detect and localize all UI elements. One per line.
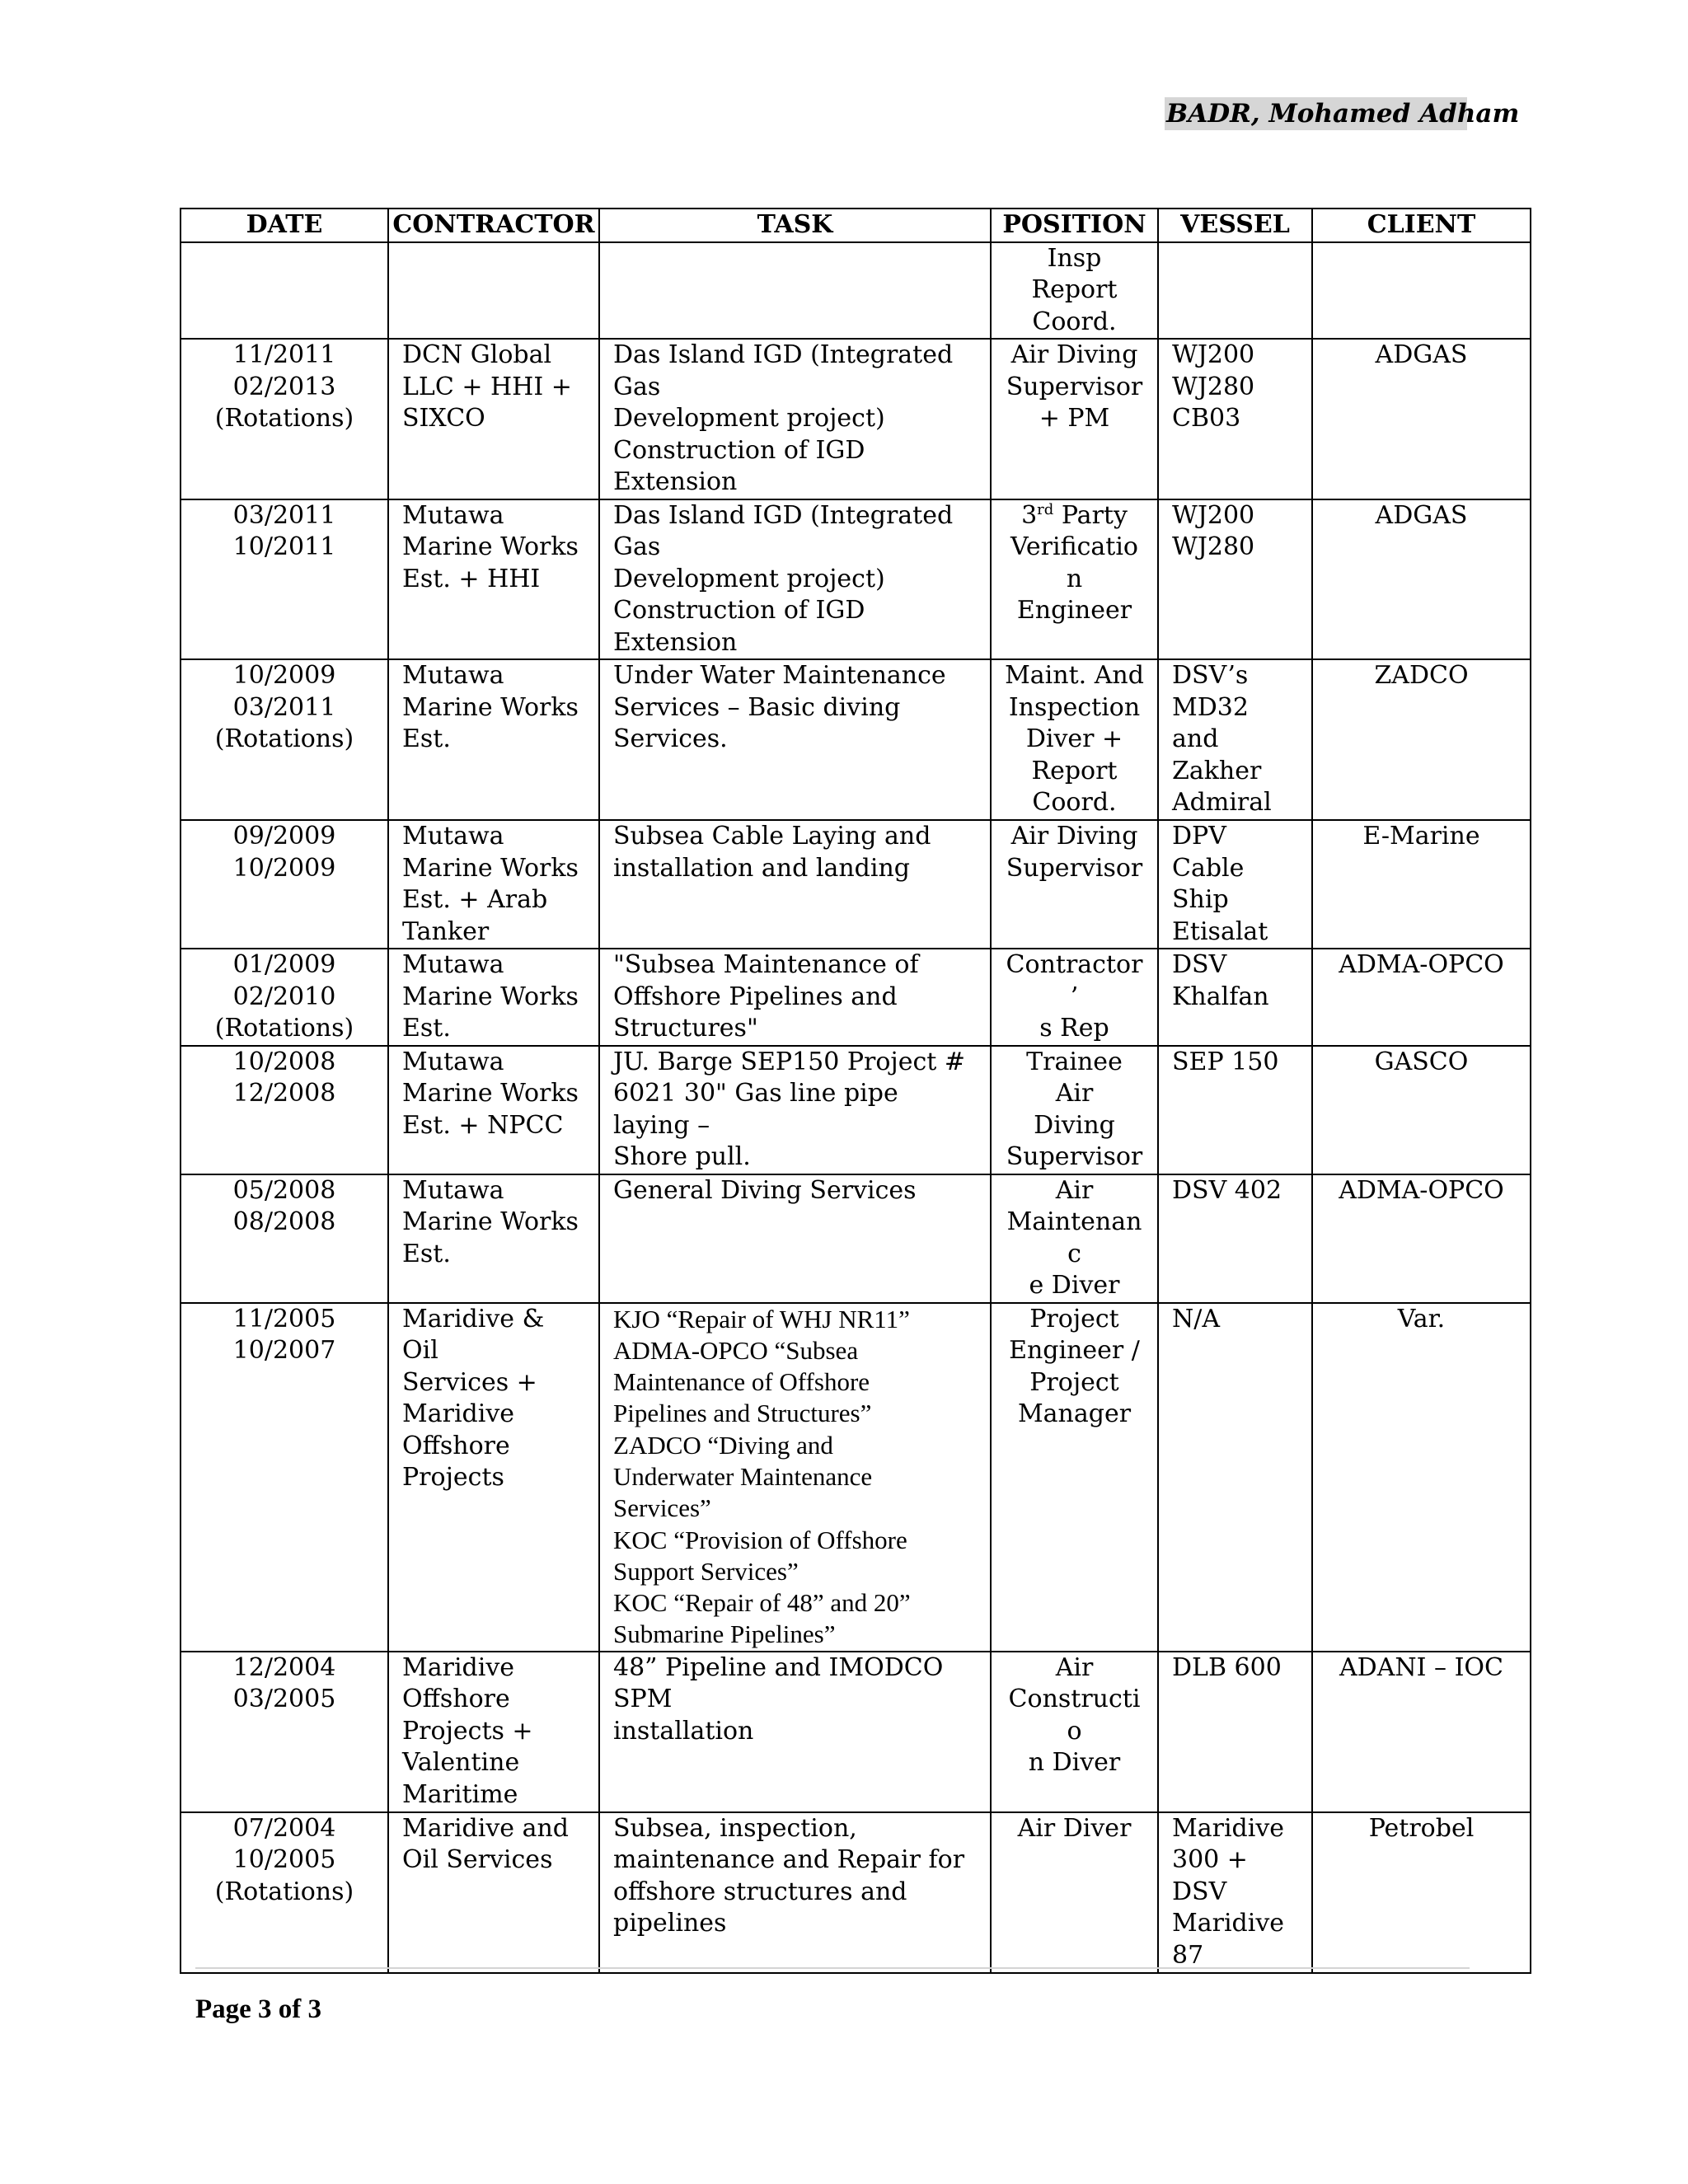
date-line: 02/2013 bbox=[232, 372, 336, 401]
vessel-line: Khalfan bbox=[1172, 982, 1269, 1011]
task-line: Maintenance of Offshore bbox=[613, 1367, 870, 1397]
contractor-cell bbox=[388, 1812, 599, 1973]
position-line: Air Diving bbox=[1010, 822, 1138, 851]
client-cell: GASCO bbox=[1312, 1046, 1531, 1174]
task-line: Support Services” bbox=[613, 1556, 799, 1586]
date-cell bbox=[181, 1303, 388, 1652]
client-cell: ADANI – IOC bbox=[1312, 1652, 1531, 1812]
vessel-cell bbox=[1158, 1303, 1312, 1652]
position-cell bbox=[991, 949, 1158, 1046]
date-line: (Rotations) bbox=[214, 404, 354, 433]
contractor-line: Mutawa bbox=[402, 1175, 504, 1205]
date-line: 12/2004 bbox=[232, 1652, 336, 1682]
task-cell bbox=[599, 1652, 991, 1812]
task-line: Under Water Maintenance bbox=[613, 661, 946, 690]
vessel-cell bbox=[1158, 1046, 1312, 1174]
position-cell bbox=[991, 499, 1158, 660]
contractor-line: Marine Works bbox=[402, 853, 579, 883]
date-line: 11/2005 bbox=[232, 1304, 336, 1333]
task-cell bbox=[599, 242, 991, 340]
vessel-line: Maridive bbox=[1172, 1909, 1285, 1938]
contractor-cell bbox=[388, 242, 599, 340]
contractor-line: Valentine bbox=[402, 1748, 520, 1778]
task-line: Das Island IGD (Integrated Gas bbox=[613, 500, 954, 561]
vessel-line: WJ280 bbox=[1172, 372, 1255, 401]
position-cell bbox=[991, 1303, 1158, 1652]
vessel-line: 300 + bbox=[1172, 1845, 1248, 1875]
date-line: 09/2009 bbox=[232, 822, 336, 851]
task-cell bbox=[599, 659, 991, 820]
contractor-cell bbox=[388, 1652, 599, 1812]
contractor-cell bbox=[388, 949, 599, 1046]
task-line: Services” bbox=[613, 1493, 711, 1523]
contractor-line: Mutawa bbox=[402, 950, 504, 979]
position-line: n Diver bbox=[1028, 1748, 1121, 1778]
position-line: Coord. bbox=[1032, 788, 1117, 817]
task-cell bbox=[599, 499, 991, 660]
contractor-line: Services + bbox=[402, 1367, 537, 1397]
position-line: Diver + bbox=[1025, 724, 1123, 753]
position-line: s Rep bbox=[1039, 1014, 1109, 1043]
contractor-line: Marine Works bbox=[402, 692, 579, 722]
position-line: Air bbox=[1055, 1652, 1094, 1682]
column-header-vessel: VESSEL bbox=[1158, 209, 1312, 242]
contractor-line: Marine Works bbox=[402, 1079, 579, 1108]
position-line: Inspection bbox=[1008, 692, 1141, 722]
position-cell bbox=[991, 1652, 1158, 1812]
contractor-line: Projects + bbox=[402, 1716, 533, 1746]
position-cell bbox=[991, 659, 1158, 820]
position-line: Coord. bbox=[1032, 307, 1117, 336]
position-first-rest: Party bbox=[1053, 500, 1128, 530]
task-line: Pipelines and Structures” bbox=[613, 1399, 872, 1428]
task-line: "Subsea Maintenance of bbox=[613, 950, 919, 979]
vessel-line: Maridive bbox=[1172, 1813, 1285, 1843]
client-cell: Petrobel bbox=[1312, 1812, 1531, 1973]
task-cell bbox=[599, 1303, 991, 1652]
column-header-position: POSITION bbox=[991, 209, 1158, 242]
task-line: Submarine Pipelines” bbox=[613, 1619, 836, 1649]
position-line: Supervisor bbox=[1006, 1142, 1143, 1171]
date-cell bbox=[181, 949, 388, 1046]
date-line: 05/2008 bbox=[232, 1175, 336, 1205]
task-line: KOC “Repair of 48” and 20” bbox=[613, 1588, 911, 1618]
date-cell bbox=[181, 339, 388, 499]
task-line: 48” Pipeline and IMODCO SPM bbox=[613, 1652, 944, 1714]
contractor-cell bbox=[388, 1046, 599, 1174]
date-cell bbox=[181, 659, 388, 820]
column-header-client: CLIENT bbox=[1312, 209, 1531, 242]
table-row bbox=[181, 242, 1531, 340]
position-line: Supervisor bbox=[1006, 853, 1143, 883]
task-line: 6021 30" Gas line pipe laying – bbox=[613, 1079, 898, 1140]
task-line: Subsea, inspection, bbox=[613, 1813, 857, 1843]
table-row bbox=[181, 820, 1531, 949]
contractor-line: Offshore bbox=[402, 1431, 510, 1460]
date-line: 10/2007 bbox=[232, 1336, 336, 1365]
position-line: Insp Report bbox=[1031, 243, 1118, 304]
table-row bbox=[181, 1812, 1531, 1973]
contractor-line: Maridive and bbox=[402, 1813, 569, 1843]
task-line: Development project) bbox=[613, 564, 885, 593]
contractor-line: Oil Services bbox=[402, 1845, 553, 1875]
contractor-line: Est. bbox=[402, 724, 451, 753]
contractor-line: Offshore bbox=[402, 1685, 510, 1714]
client-cell: ZADCO bbox=[1312, 659, 1531, 820]
vessel-line: DSV’s bbox=[1172, 661, 1249, 690]
position-line: Air Diver bbox=[1017, 1813, 1132, 1843]
position-line: Verification bbox=[1010, 532, 1138, 593]
vessel-line: WJ200 bbox=[1172, 340, 1255, 369]
client-cell: ADMA-OPCO bbox=[1312, 949, 1531, 1046]
contractor-line: DCN Global bbox=[402, 340, 552, 369]
table-row bbox=[181, 1046, 1531, 1174]
date-cell bbox=[181, 1652, 388, 1812]
date-line: (Rotations) bbox=[214, 724, 354, 753]
task-line: Offshore Pipelines and bbox=[613, 982, 898, 1011]
table-row bbox=[181, 949, 1531, 1046]
contractor-line: Maridive bbox=[402, 1399, 515, 1428]
position-line: Contractor’ bbox=[1006, 950, 1143, 1011]
position-line: Supervisor bbox=[1006, 372, 1143, 401]
position-line: Air bbox=[1055, 1175, 1094, 1205]
experience-table bbox=[180, 208, 1531, 1974]
date-line: 12/2008 bbox=[232, 1079, 336, 1108]
date-cell bbox=[181, 242, 388, 340]
date-line: 11/2011 bbox=[232, 340, 336, 369]
vessel-line: WJ280 bbox=[1172, 532, 1255, 561]
contractor-line: Mutawa bbox=[402, 822, 504, 851]
vessel-cell bbox=[1158, 820, 1312, 949]
position-line: Air Diving bbox=[1010, 340, 1138, 369]
task-cell bbox=[599, 1174, 991, 1303]
position-line: Manager bbox=[1017, 1399, 1132, 1428]
vessel-line: MD32 and bbox=[1172, 692, 1249, 753]
position-line: Engineer bbox=[1016, 596, 1132, 625]
contractor-line: Marine Works bbox=[402, 1207, 579, 1236]
contractor-line: Est. bbox=[402, 1014, 451, 1043]
position-cell bbox=[991, 820, 1158, 949]
date-line: 10/2009 bbox=[232, 853, 336, 883]
contractor-line: LLC + HHI + bbox=[402, 372, 572, 401]
contractor-line: Est. bbox=[402, 1239, 451, 1268]
vessel-line: 87 bbox=[1172, 1940, 1204, 1970]
vessel-line: DPV Cable bbox=[1172, 822, 1245, 883]
task-line: Subsea Cable Laying and bbox=[613, 822, 931, 851]
table-row bbox=[181, 339, 1531, 499]
date-line: 10/2008 bbox=[232, 1047, 336, 1076]
page-number: Page 3 of 3 bbox=[195, 1994, 322, 2024]
position-line bbox=[1005, 500, 1144, 532]
task-line: Services. bbox=[613, 724, 728, 753]
task-line: installation and landing bbox=[613, 853, 910, 883]
task-line: JU. Barge SEP150 Project # bbox=[613, 1047, 966, 1076]
date-cell bbox=[181, 820, 388, 949]
position-line: Engineer / bbox=[1009, 1336, 1140, 1365]
contractor-line: Mutawa bbox=[402, 661, 504, 690]
position-line: Maintenanc bbox=[1006, 1207, 1142, 1268]
task-line: installation bbox=[613, 1716, 754, 1746]
column-header-date: DATE bbox=[181, 209, 388, 242]
task-line: ADMA-OPCO “Subsea bbox=[613, 1335, 859, 1365]
contractor-line: Est. + Arab bbox=[402, 885, 548, 914]
vessel-line: Ship bbox=[1172, 885, 1229, 914]
position-cell bbox=[991, 1812, 1158, 1973]
date-line: 01/2009 bbox=[232, 950, 336, 979]
position-line: Project bbox=[1029, 1304, 1119, 1333]
task-cell bbox=[599, 339, 991, 499]
task-line: offshore structures and bbox=[613, 1877, 907, 1906]
vessel-line: N/A bbox=[1172, 1304, 1221, 1333]
vessel-line: WJ200 bbox=[1172, 500, 1255, 530]
client-cell: ADGAS bbox=[1312, 499, 1531, 660]
vessel-line: DSV bbox=[1172, 1877, 1227, 1906]
task-line: maintenance and Repair for bbox=[613, 1845, 965, 1875]
table-row bbox=[181, 1174, 1531, 1303]
contractor-cell bbox=[388, 659, 599, 820]
position-line: Report bbox=[1031, 756, 1118, 785]
position-ordinal-suffix: rd bbox=[1037, 500, 1054, 518]
position-line: Project bbox=[1029, 1367, 1119, 1397]
date-cell bbox=[181, 1812, 388, 1973]
task-line: Shore pull. bbox=[613, 1142, 751, 1171]
task-cell bbox=[599, 1046, 991, 1174]
position-line: e Diver bbox=[1029, 1271, 1120, 1300]
client-cell: E-Marine bbox=[1312, 820, 1531, 949]
position-line: Constructio bbox=[1008, 1685, 1141, 1746]
client-cell: ADGAS bbox=[1312, 339, 1531, 499]
position-cell bbox=[991, 1174, 1158, 1303]
vessel-cell bbox=[1158, 339, 1312, 499]
date-line: (Rotations) bbox=[214, 1014, 354, 1043]
date-line: 07/2004 bbox=[232, 1813, 336, 1843]
date-line: (Rotations) bbox=[214, 1877, 354, 1906]
vessel-line: DSV bbox=[1172, 950, 1227, 979]
task-cell bbox=[599, 820, 991, 949]
position-cell bbox=[991, 1046, 1158, 1174]
date-cell bbox=[181, 499, 388, 660]
vessel-cell bbox=[1158, 499, 1312, 660]
vessel-cell bbox=[1158, 242, 1312, 340]
table-row bbox=[181, 1652, 1531, 1812]
date-line: 10/2005 bbox=[232, 1845, 336, 1875]
vessel-cell bbox=[1158, 949, 1312, 1046]
task-line: Construction of IGD Extension bbox=[613, 596, 865, 657]
vessel-line: Etisalat bbox=[1172, 916, 1268, 946]
vessel-cell bbox=[1158, 1652, 1312, 1812]
date-line: 03/2011 bbox=[232, 692, 336, 722]
position-line: Diving bbox=[1034, 1110, 1115, 1140]
date-line: 03/2005 bbox=[232, 1685, 336, 1714]
task-cell bbox=[599, 1812, 991, 1973]
column-header-contractor: CONTRACTOR bbox=[388, 209, 599, 242]
contractor-cell bbox=[388, 820, 599, 949]
contractor-line: Marine Works bbox=[402, 532, 579, 561]
date-line: 10/2009 bbox=[232, 661, 336, 690]
client-cell bbox=[1312, 242, 1531, 340]
task-line: pipelines bbox=[613, 1909, 727, 1938]
date-cell bbox=[181, 1174, 388, 1303]
contractor-line: Projects bbox=[402, 1463, 504, 1492]
client-cell: ADMA-OPCO bbox=[1312, 1174, 1531, 1303]
date-line: 08/2008 bbox=[232, 1207, 336, 1236]
contractor-cell bbox=[388, 339, 599, 499]
task-line: Development project) bbox=[613, 404, 885, 433]
footer-divider bbox=[195, 1967, 1470, 1969]
task-line: KOC “Provision of Offshore bbox=[613, 1525, 907, 1554]
table-header-row bbox=[181, 209, 1531, 242]
contractor-line: Maridive & Oil bbox=[402, 1304, 545, 1365]
task-line: General Diving Services bbox=[613, 1175, 917, 1205]
position-cell bbox=[991, 339, 1158, 499]
position-line: Maint. And bbox=[1005, 661, 1144, 690]
header-name: BADR, Mohamed Adham bbox=[1166, 99, 1520, 129]
table-row bbox=[181, 499, 1531, 660]
date-line: 10/2011 bbox=[232, 532, 336, 561]
date-line: 02/2010 bbox=[232, 982, 336, 1011]
date-cell bbox=[181, 1046, 388, 1174]
vessel-cell bbox=[1158, 1174, 1312, 1303]
contractor-cell bbox=[388, 499, 599, 660]
vessel-line: Admiral bbox=[1172, 788, 1272, 817]
vessel-cell bbox=[1158, 659, 1312, 820]
task-line: Services – Basic diving bbox=[613, 692, 901, 722]
table-row bbox=[181, 1303, 1531, 1652]
vessel-line: CB03 bbox=[1172, 404, 1241, 433]
task-line: Construction of IGD Extension bbox=[613, 435, 865, 496]
date-line: 03/2011 bbox=[232, 500, 336, 530]
task-line: ZADCO “Diving and bbox=[613, 1430, 833, 1460]
contractor-line: Mutawa bbox=[402, 500, 504, 530]
client-cell: Var. bbox=[1312, 1303, 1531, 1652]
contractor-line: Est. + HHI bbox=[402, 564, 541, 593]
contractor-line: Tanker bbox=[402, 916, 490, 946]
position-ordinal: 3 bbox=[1021, 500, 1038, 530]
contractor-line: Marine Works bbox=[402, 982, 579, 1011]
contractor-line: Maritime bbox=[402, 1779, 518, 1809]
task-line: Das Island IGD (Integrated Gas bbox=[613, 340, 954, 401]
contractor-cell bbox=[388, 1303, 599, 1652]
position-line: + PM bbox=[1039, 404, 1110, 433]
column-header-task: TASK bbox=[599, 209, 991, 242]
vessel-cell bbox=[1158, 1812, 1312, 1973]
contractor-line: Maridive bbox=[402, 1652, 515, 1682]
vessel-line: DSV 402 bbox=[1172, 1175, 1282, 1205]
contractor-line: Est. + NPCC bbox=[402, 1110, 564, 1140]
vessel-line: SEP 150 bbox=[1172, 1047, 1279, 1076]
task-line: Underwater Maintenance bbox=[613, 1461, 873, 1491]
contractor-line: SIXCO bbox=[402, 404, 485, 433]
task-line: Structures" bbox=[613, 1014, 758, 1043]
position-cell bbox=[991, 242, 1158, 340]
contractor-line: Mutawa bbox=[402, 1047, 504, 1076]
contractor-cell bbox=[388, 1174, 599, 1303]
table-row bbox=[181, 659, 1531, 820]
vessel-line: Zakher bbox=[1172, 756, 1262, 785]
task-line: KJO “Repair of WHJ NR11” bbox=[613, 1304, 910, 1333]
task-cell bbox=[599, 949, 991, 1046]
position-line: Trainee Air bbox=[1026, 1047, 1123, 1108]
vessel-line: DLB 600 bbox=[1172, 1652, 1282, 1682]
